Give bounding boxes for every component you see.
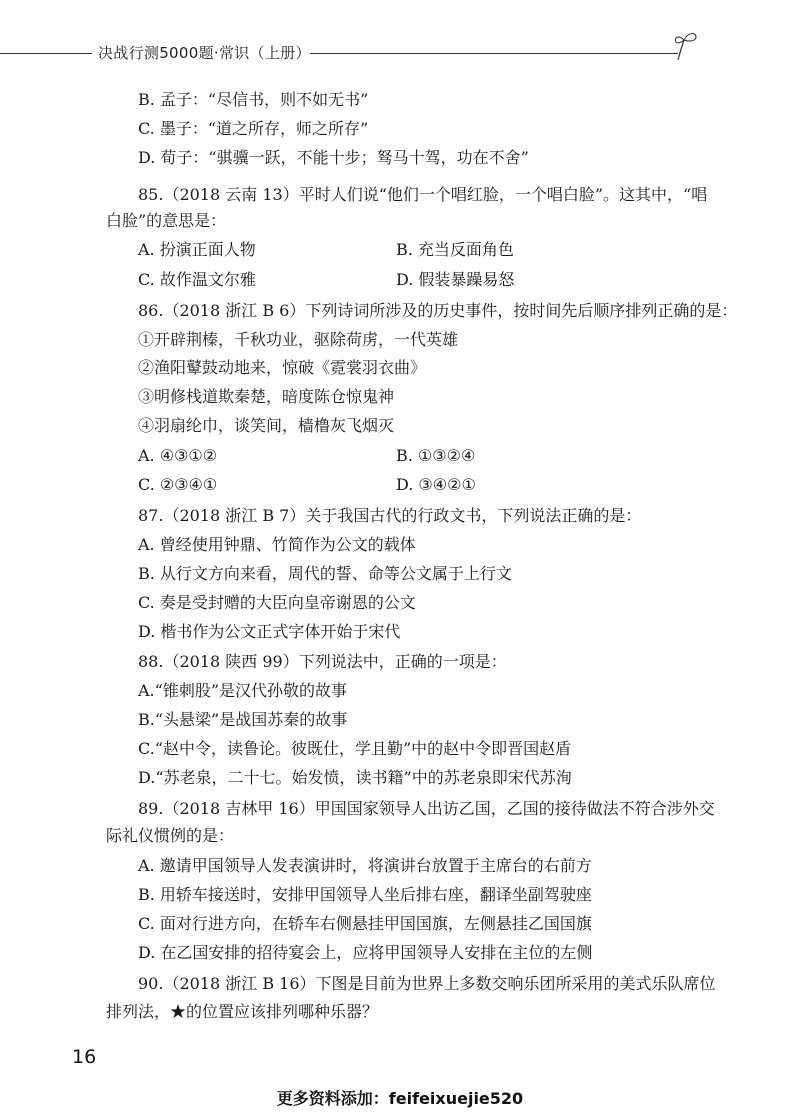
text-line: 白脸”的意思是：: [106, 211, 227, 230]
text-line: A.“锥刺股”是汉代孙敬的故事: [138, 681, 348, 700]
text-line: 88.（2018 陕西 99）下列说法中，正确的一项是：: [138, 652, 507, 671]
text-line: B. 孟子：“尽信书，则不如无书”: [138, 90, 369, 109]
text-line: 86.（2018 浙江 B 6）下列诗词所涉及的历史事件，按时间先后顺序排列正确的是：: [138, 301, 738, 320]
text-line: B. 充当反面角色: [396, 240, 514, 259]
text-line: C. 故作温文尔雅: [138, 270, 256, 289]
sprout-icon: [672, 30, 702, 64]
text-line: A. 曾经使用钟鼎、竹简作为公文的载体: [138, 535, 416, 554]
text-line: C. 奏是受封赠的大臣向皇帝谢恩的公文: [138, 593, 416, 612]
text-line: 87.（2018 浙江 B 7）关于我国古代的行政文书，下列说法正确的是：: [138, 506, 642, 525]
text-line: 排列法，★的位置应该排列哪种乐器？: [106, 1002, 379, 1021]
text-line: C. ②③④①: [138, 475, 218, 494]
text-line: A. 扮演正面人物: [138, 240, 256, 259]
text-line: C. 面对行进方向，在轿车右侧悬挂甲国国旗，左侧悬挂乙国国旗: [138, 914, 592, 933]
text-line: D.“苏老泉，二十七。始发愤，读书籍”中的苏老泉即宋代苏洵: [138, 768, 572, 787]
text-line: C. 墨子：“道之所存，师之所存”: [138, 119, 369, 138]
text-line: ④羽扇纶巾，谈笑间，樯橹灰飞烟灭: [138, 416, 395, 435]
running-header: [0, 38, 800, 68]
header-title: 决战行测5000题·常识（上册）: [98, 44, 311, 62]
text-line: B. 用轿车接送时，安排甲国领导人坐后排右座，翻译坐副驾驶座: [138, 885, 592, 904]
text-line: C.“赵中令，读鲁论。彼既仕，学且勤”中的赵中令即晋国赵盾: [138, 739, 572, 758]
text-line: 85.（2018 云南 13）平时人们说“他们一个唱红脸，一个唱白脸”。这其中，“唱: [138, 185, 708, 204]
footer-note: 更多资料添加：feifeixuejie520: [276, 1089, 524, 1108]
text-line: A. 邀请甲国领导人发表演讲时，将演讲台放置于主席台的右前方: [138, 856, 592, 875]
text-line: 际礼仪惯例的是：: [106, 826, 235, 845]
text-line: D. ③④②①: [396, 475, 476, 494]
text-line: B. ①③②④: [396, 446, 476, 465]
text-line: D. 假装暴躁易怒: [396, 270, 515, 289]
text-line: 90.（2018 浙江 B 16）下图是目前为世界上多数交响乐团所采用的美式乐队席位: [138, 974, 716, 993]
text-line: D. 在乙国安排的招待宴会上，应将甲国领导人安排在主位的左侧: [138, 943, 593, 962]
header-rule-right: [310, 53, 678, 54]
text-line: ②渔阳鼙鼓动地来，惊破《霓裳羽衣曲》: [138, 358, 427, 377]
text-line: 89.（2018 吉林甲 16）甲国国家领导人出访乙国，乙国的接待做法不符合涉外交: [138, 799, 715, 818]
header-rule-left: [0, 53, 92, 54]
text-line: B.“头悬梁”是战国苏秦的故事: [138, 710, 348, 729]
text-line: D. 荀子：“骐骥一跃，不能十步；驽马十驾，功在不舍”: [138, 148, 529, 167]
page-number: 16: [72, 1046, 97, 1068]
text-line: ③明修栈道欺秦楚，暗度陈仓惊鬼神: [138, 387, 395, 406]
text-line: B. 从行文方向来看，周代的誓、命等公文属于上行文: [138, 564, 512, 583]
text-line: A. ④③①②: [138, 446, 218, 465]
text-line: D. 楷书作为公文正式字体开始于宋代: [138, 622, 401, 641]
text-line: ①开辟荆榛，千秋功业，驱除荷虏，一代英雄: [138, 330, 459, 349]
